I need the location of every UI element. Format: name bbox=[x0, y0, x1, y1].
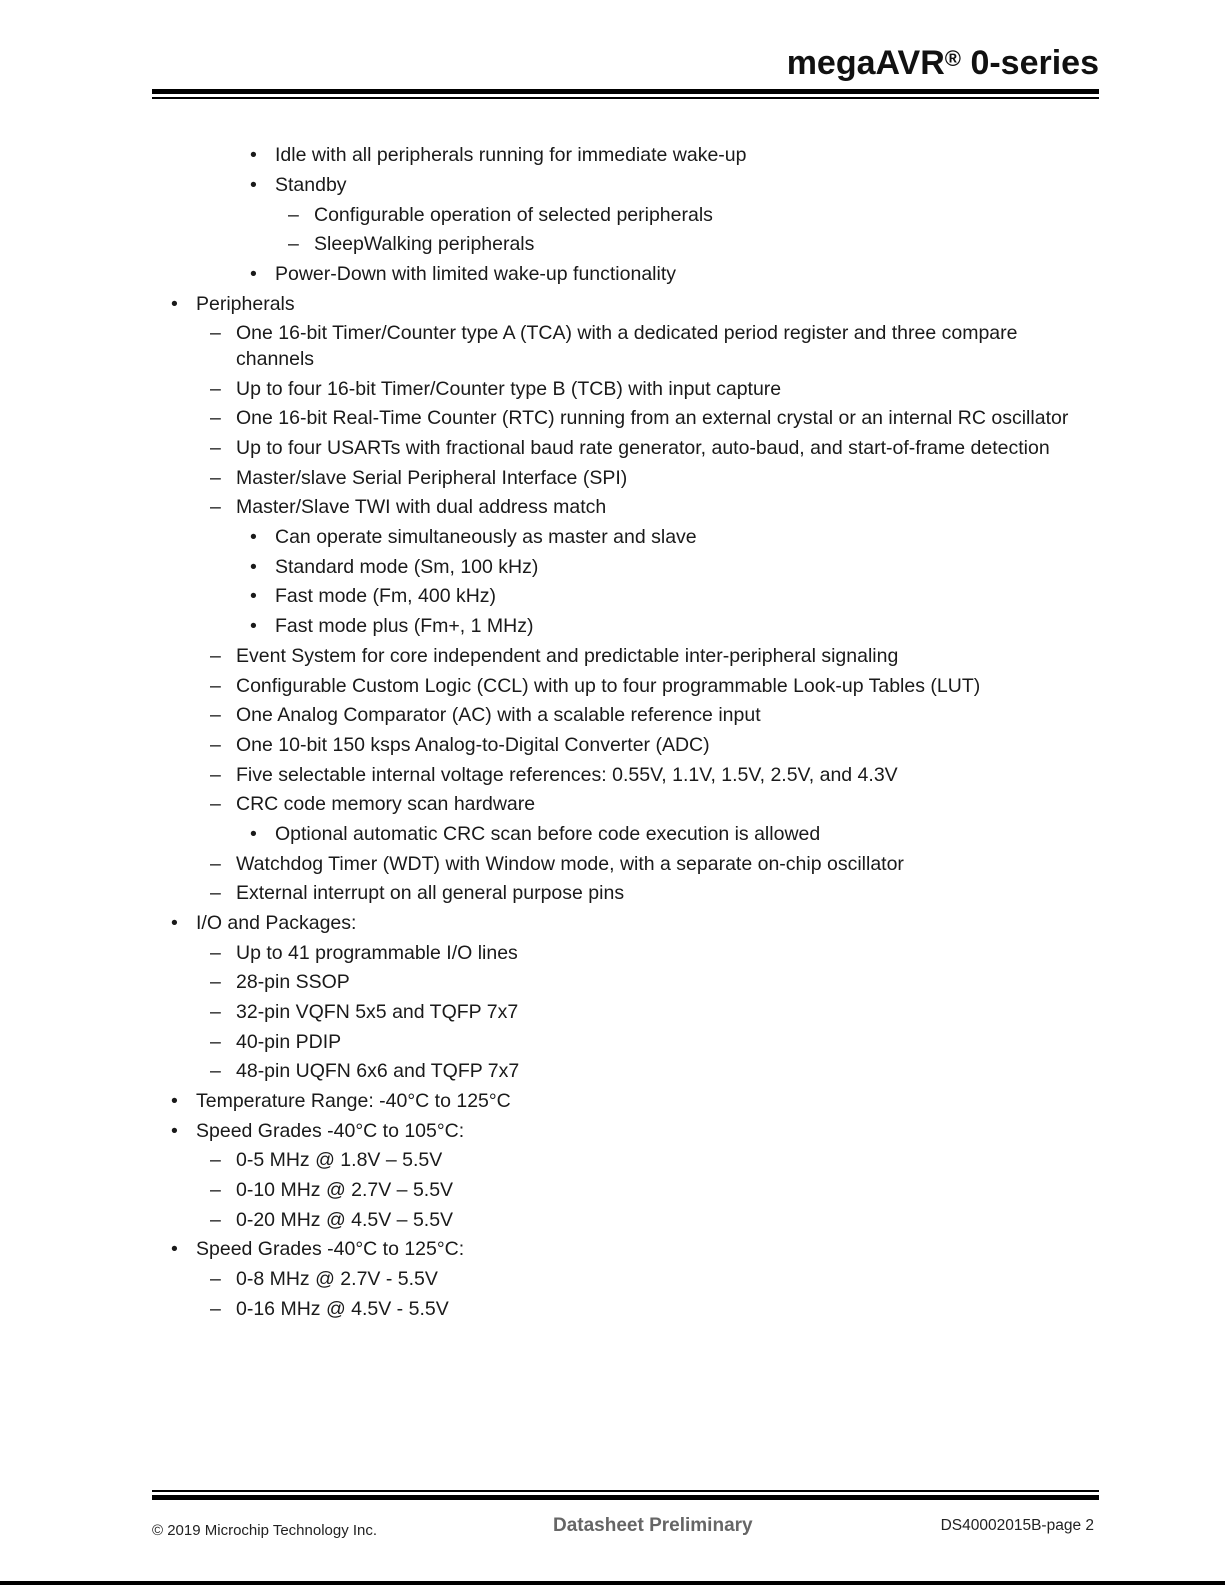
footer-rule-thick bbox=[152, 1495, 1099, 1500]
list-item-marker: • bbox=[171, 912, 178, 934]
list-item: Fast mode plus (Fm+, 1 MHz) bbox=[275, 615, 534, 637]
list-item-marker: • bbox=[171, 1090, 178, 1112]
list-item: I/O and Packages: bbox=[196, 912, 357, 934]
list-item: 28-pin SSOP bbox=[236, 971, 350, 993]
list-item-marker: – bbox=[210, 942, 221, 964]
list-item-marker: – bbox=[210, 882, 221, 904]
list-item-marker: – bbox=[210, 734, 221, 756]
list-item-marker: – bbox=[210, 675, 221, 697]
list-item: One Analog Comparator (AC) with a scalable reference input bbox=[236, 704, 761, 726]
list-item: Up to 41 programmable I/O lines bbox=[236, 942, 518, 964]
list-item-marker: – bbox=[210, 1001, 221, 1023]
list-item-marker: – bbox=[210, 764, 221, 786]
list-item: Standard mode (Sm, 100 kHz) bbox=[275, 556, 539, 578]
list-item: Five selectable internal voltage references: 0.55V, 1.1V, 1.5V, 2.5V, and 4.3V bbox=[236, 764, 898, 786]
list-item: Fast mode (Fm, 400 kHz) bbox=[275, 585, 497, 607]
list-item: One 16-bit Real-Time Counter (RTC) running from an external crystal or an internal RC oscillator bbox=[236, 407, 1069, 429]
footer-copyright: © 2019 Microchip Technology Inc. bbox=[152, 1522, 378, 1539]
list-item: 0-10 MHz @ 2.7V – 5.5V bbox=[236, 1179, 454, 1201]
list-item-marker: – bbox=[210, 1149, 221, 1171]
list-item: Master/Slave TWI with dual address match bbox=[236, 496, 607, 518]
footer-page-number: DS40002015B-page 2 bbox=[940, 1517, 1094, 1534]
list-item-marker: • bbox=[250, 174, 257, 196]
list-item: 0-5 MHz @ 1.8V – 5.5V bbox=[236, 1149, 443, 1171]
footer-status: Datasheet Preliminary bbox=[553, 1515, 753, 1536]
list-item: Peripherals bbox=[196, 293, 295, 315]
list-item-marker: – bbox=[288, 233, 299, 255]
list-item-marker: • bbox=[171, 1238, 178, 1260]
page-title: megaAVR® 0-series bbox=[786, 44, 1099, 82]
list-item: 0-8 MHz @ 2.7V - 5.5V bbox=[236, 1268, 438, 1290]
list-item: 40-pin PDIP bbox=[236, 1031, 342, 1053]
list-item: Optional automatic CRC scan before code execution is allowed bbox=[275, 823, 821, 845]
list-item: 32-pin VQFN 5x5 and TQFP 7x7 bbox=[236, 1001, 519, 1023]
list-item-continuation: channels bbox=[236, 348, 315, 370]
list-item: One 10-bit 150 ksps Analog-to-Digital Converter (ADC) bbox=[236, 734, 710, 756]
list-item-marker: • bbox=[250, 526, 257, 548]
list-item-marker: • bbox=[250, 556, 257, 578]
list-item-marker: – bbox=[210, 1031, 221, 1053]
list-item-marker: – bbox=[210, 437, 221, 459]
list-item: Up to four USARTs with fractional baud rate generator, auto-baud, and start-of-frame detection bbox=[236, 437, 1050, 459]
header-rule-thin bbox=[152, 97, 1099, 99]
list-item-marker: – bbox=[210, 971, 221, 993]
list-item: One 16-bit Timer/Counter type A (TCA) with a dedicated period register and three compare bbox=[236, 322, 1018, 344]
list-item-marker: • bbox=[250, 615, 257, 637]
header-rule-thick bbox=[152, 89, 1099, 94]
list-item: SleepWalking peripherals bbox=[314, 233, 535, 255]
list-item-marker: – bbox=[210, 1268, 221, 1290]
list-item-marker: – bbox=[210, 853, 221, 875]
list-item-marker: • bbox=[171, 1120, 178, 1142]
list-item: Idle with all peripherals running for immediate wake-up bbox=[275, 144, 747, 166]
list-item-marker: – bbox=[210, 322, 221, 344]
list-item-marker: – bbox=[210, 704, 221, 726]
list-item: Standby bbox=[275, 174, 347, 196]
page-bottom-edge bbox=[0, 1581, 1225, 1585]
list-item-marker: – bbox=[210, 407, 221, 429]
list-item: Temperature Range: -40°C to 125°C bbox=[196, 1090, 511, 1112]
list-item-marker: – bbox=[210, 378, 221, 400]
list-item: Power-Down with limited wake-up functionality bbox=[275, 263, 676, 285]
list-item-marker: – bbox=[210, 1209, 221, 1231]
list-item-marker: • bbox=[250, 585, 257, 607]
list-item: Master/slave Serial Peripheral Interface (SPI) bbox=[236, 467, 628, 489]
list-item: Watchdog Timer (WDT) with Window mode, with a separate on-chip oscillator bbox=[236, 853, 904, 875]
list-item-marker: – bbox=[210, 1179, 221, 1201]
list-item: 0-20 MHz @ 4.5V – 5.5V bbox=[236, 1209, 454, 1231]
list-item: Configurable Custom Logic (CCL) with up to four programmable Look-up Tables (LUT) bbox=[236, 675, 981, 697]
list-item-marker: • bbox=[250, 263, 257, 285]
list-item-marker: • bbox=[171, 293, 178, 315]
footer-rule-thin bbox=[152, 1490, 1099, 1492]
list-item: Event System for core independent and predictable inter-peripheral signaling bbox=[236, 645, 899, 667]
list-item: Speed Grades -40°C to 105°C: bbox=[196, 1120, 465, 1142]
list-item-marker: – bbox=[210, 793, 221, 815]
list-item-marker: – bbox=[210, 645, 221, 667]
list-item: 0-16 MHz @ 4.5V - 5.5V bbox=[236, 1298, 449, 1320]
list-item-marker: – bbox=[210, 496, 221, 518]
list-item-marker: – bbox=[210, 1298, 221, 1320]
list-item-marker: – bbox=[210, 467, 221, 489]
list-item: Up to four 16-bit Timer/Counter type B (TCB) with input capture bbox=[236, 378, 782, 400]
list-item: Can operate simultaneously as master and slave bbox=[275, 526, 697, 548]
list-item: External interrupt on all general purpose pins bbox=[236, 882, 625, 904]
list-item-marker: – bbox=[288, 204, 299, 226]
list-item-marker: • bbox=[250, 144, 257, 166]
list-item: Speed Grades -40°C to 125°C: bbox=[196, 1238, 465, 1260]
list-item: 48-pin UQFN 6x6 and TQFP 7x7 bbox=[236, 1060, 520, 1082]
list-item-marker: • bbox=[250, 823, 257, 845]
list-item: Configurable operation of selected peripherals bbox=[314, 204, 713, 226]
list-item: CRC code memory scan hardware bbox=[236, 793, 536, 815]
list-item-marker: – bbox=[210, 1060, 221, 1082]
